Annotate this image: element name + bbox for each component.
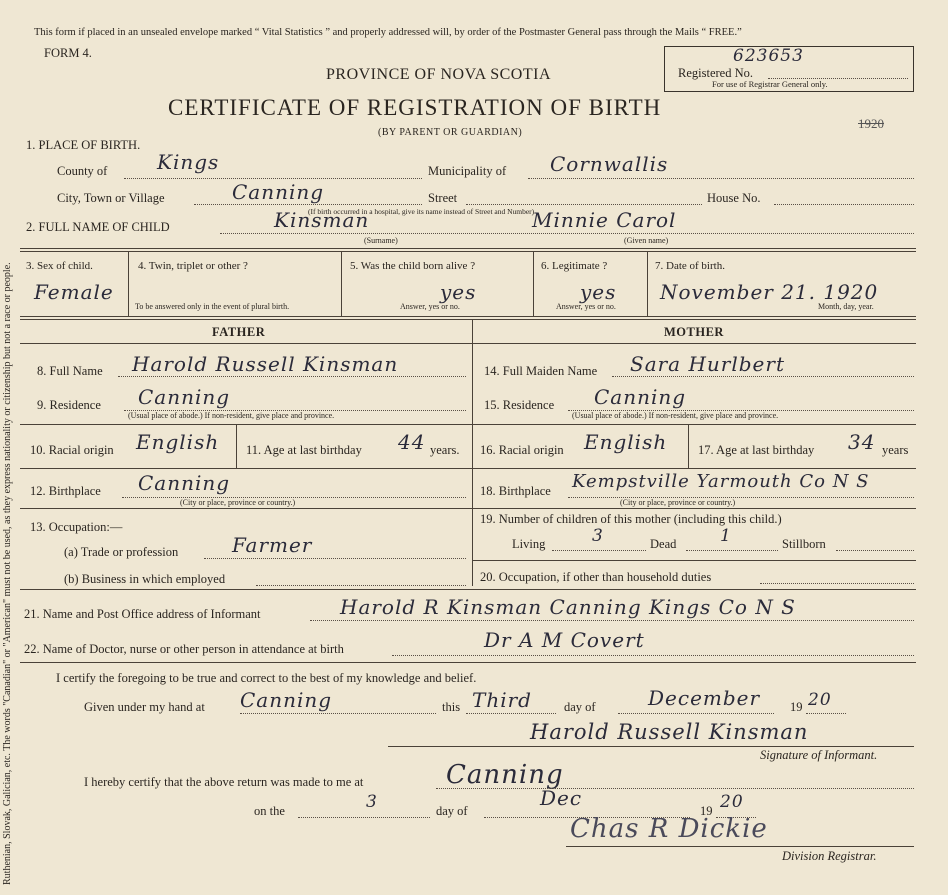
county-label: County of [57, 164, 108, 178]
hereby-certify: I hereby certify that the above return was made to me at [84, 775, 364, 789]
side-note-text: Ruthenian, Slovak, Galician, etc. The words "Canadian" or "American" must not be used, as they express nationality or citizenship but not a race or people. [2, 262, 13, 885]
side-margin-note [0, 0, 20, 895]
trade-label: (a) Trade or profession [64, 545, 179, 559]
father-residence: Canning [138, 385, 231, 409]
alive-note: Answer, yes or no. [400, 302, 460, 311]
occupation-label: 13. Occupation:— [30, 520, 123, 534]
twin-note: To be answered only in the event of plural birth. [135, 302, 290, 311]
made-year: 20 [720, 792, 744, 812]
mother-race-label: 16. Racial origin [480, 443, 564, 457]
certificate-subtitle: (BY PARENT OR GUARDIAN) [378, 127, 523, 138]
father-age-label: 11. Age at last birthday [246, 443, 362, 457]
informant-signature: Harold Russell Kinsman [530, 720, 809, 744]
doctor-label: 22. Name of Doctor, nurse or other person in attendance at birth [24, 642, 344, 656]
registrar-general-note: For use of Registrar General only. [712, 79, 828, 89]
birth-date-label: 7. Date of birth. [655, 260, 725, 272]
registrar-caption: Division Registrar. [782, 849, 877, 863]
twin-label: 4. Twin, triplet or other ? [138, 260, 248, 272]
living-label: Living [512, 537, 546, 551]
mother-birthplace: Kempstville Yarmouth Co N S [572, 471, 870, 492]
father-birthplace-label: 12. Birthplace [30, 484, 101, 498]
this-label: this [442, 700, 461, 714]
father-birthplace: Canning [138, 471, 231, 495]
informant-label: 21. Name and Post Office address of Informant [24, 607, 261, 621]
mother-residence-note: (Usual place of abode.) If non-resident, give place and province. [572, 411, 779, 420]
informant-value: Harold R Kinsman Canning Kings Co N S [340, 595, 796, 619]
registrar-signature: Chas R Dickie [570, 814, 768, 844]
birth-date-note: Month, day, year. [818, 302, 874, 311]
given-day: Third [472, 688, 532, 712]
year-stamp: 1920 [858, 116, 884, 131]
father-race: English [136, 430, 220, 454]
mother-residence-label: 15. Residence [484, 398, 555, 412]
alive-label: 5. Was the child born alive ? [350, 260, 476, 272]
day-of-label: day of [564, 700, 596, 714]
alive-value: yes [440, 280, 477, 304]
on-the-label: on the [254, 804, 285, 818]
legitimate-note: Answer, yes or no. [556, 302, 616, 311]
made-at-place: Canning [446, 760, 564, 790]
surname-caption: (Surname) [364, 236, 398, 245]
children-count-label: 19. Number of children of this mother (including this child.) [480, 512, 782, 526]
made-day: 3 [366, 792, 378, 812]
father-race-label: 10. Racial origin [30, 443, 114, 457]
form-number: FORM 4. [44, 46, 92, 60]
registered-number: 623653 [733, 46, 804, 66]
given-year: 20 [808, 690, 832, 710]
trade-value: Farmer [232, 533, 313, 557]
mother-birthplace-label: 18. Birthplace [480, 484, 551, 498]
father-age: 44 [398, 430, 426, 454]
father-name-label: 8. Full Name [37, 364, 103, 378]
made-month: Dec [540, 786, 583, 810]
street-label: Street [428, 191, 458, 205]
place-heading: 1. PLACE OF BIRTH. [26, 138, 141, 152]
mother-birthplace-note: (City or place, province or country.) [620, 498, 736, 507]
business-label: (b) Business in which employed [64, 572, 226, 586]
legitimate-label: 6. Legitimate ? [541, 260, 608, 272]
signature-caption: Signature of Informant. [760, 748, 878, 762]
house-label: House No. [707, 191, 761, 205]
municipality-label: Municipality of [428, 164, 507, 178]
mother-years: years [882, 443, 909, 457]
father-residence-label: 9. Residence [37, 398, 101, 412]
mother-residence: Canning [594, 385, 687, 409]
mother-age: 34 [848, 430, 876, 454]
mother-heading: MOTHER [664, 325, 724, 339]
father-years: years. [430, 443, 460, 457]
child-surname: Kinsman [274, 208, 370, 232]
municipality-value: Cornwallis [550, 152, 669, 176]
mother-occupation-label: 20. Occupation, if other than household duties [480, 570, 712, 584]
given-under-label: Given under my hand at [84, 700, 205, 714]
given-month: December [648, 686, 761, 710]
given-caption: (Given name) [624, 236, 669, 245]
postal-note: This form if placed in an unsealed envelope marked “ Vital Statistics ” and properly addressed will, by order of the Postmaster General pass through the Mails “ FREE.” [34, 27, 742, 38]
registered-label: Registered No. [678, 66, 753, 80]
made-year-prefix: 19 [700, 804, 713, 818]
province-heading: PROVINCE OF NOVA SCOTIA [326, 66, 552, 83]
certify-statement: I certify the foregoing to be true and correct to the best of my knowledge and belief. [56, 671, 477, 685]
father-name: Harold Russell Kinsman [132, 352, 399, 376]
made-day-of-label: day of [436, 804, 468, 818]
given-place: Canning [240, 688, 333, 712]
mother-name: Sara Hurlbert [630, 352, 785, 376]
legitimate-value: yes [580, 280, 617, 304]
mother-race: English [584, 430, 668, 454]
father-heading: FATHER [212, 325, 266, 339]
certificate-title: CERTIFICATE OF REGISTRATION OF BIRTH [168, 95, 662, 120]
dead-count: 1 [720, 526, 732, 546]
mother-name-label: 14. Full Maiden Name [484, 364, 598, 378]
year-prefix: 19 [790, 700, 803, 714]
mother-age-label: 17. Age at last birthday [698, 443, 815, 457]
hospital-note: (If birth occurred in a hospital, give its name instead of Street and Number) [308, 207, 535, 216]
child-name-label: 2. FULL NAME OF CHILD [26, 220, 170, 234]
child-given-name: Minnie Carol [532, 208, 677, 232]
living-count: 3 [592, 526, 604, 546]
city-value: Canning [232, 180, 325, 204]
sex-label: 3. Sex of child. [26, 260, 93, 272]
stillborn-label: Stillborn [782, 537, 826, 551]
father-residence-note: (Usual place of abode.) If non-resident, give place and province. [128, 411, 335, 420]
father-birthplace-note: (City or place, province or country.) [180, 498, 296, 507]
sex-value: Female [34, 280, 114, 304]
city-label: City, Town or Village [57, 191, 165, 205]
county-value: Kings [157, 150, 220, 174]
dead-label: Dead [650, 537, 677, 551]
birth-date-value: November 21. 1920 [660, 280, 879, 304]
doctor-value: Dr A M Covert [484, 628, 645, 652]
